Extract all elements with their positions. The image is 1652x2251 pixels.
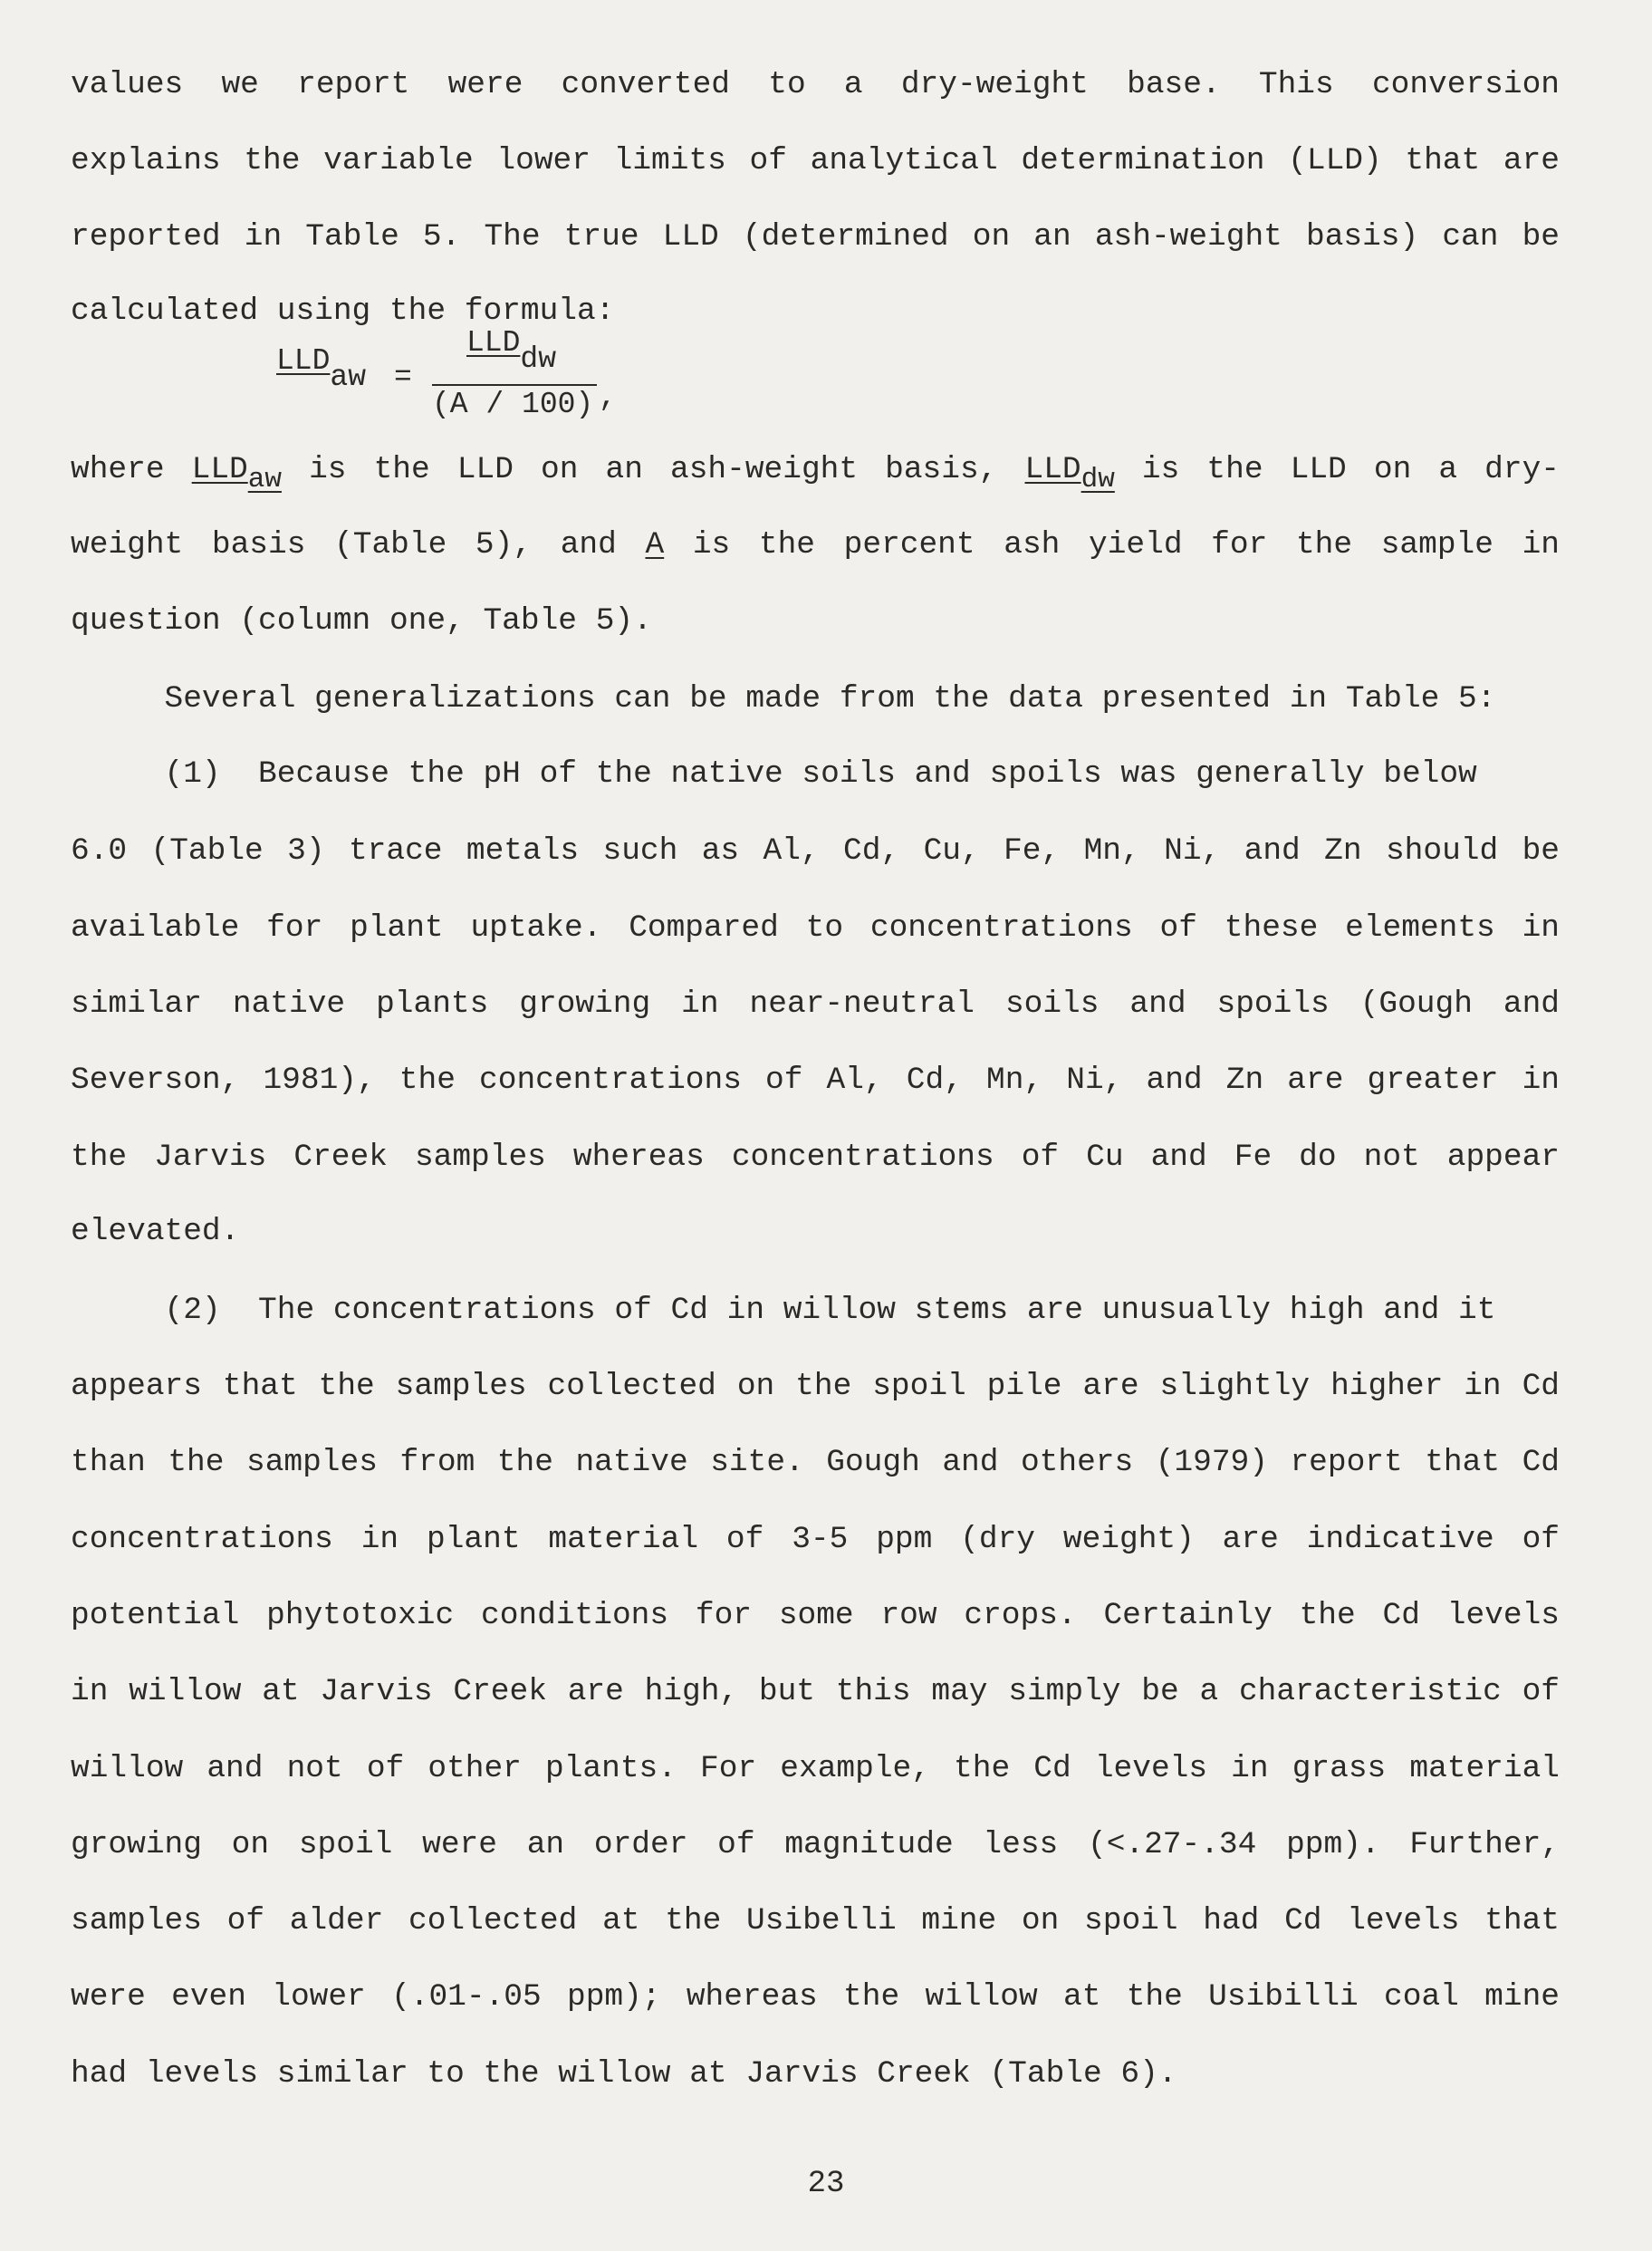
- lld-formula: [276, 326, 639, 426]
- text-line: 6.0 (Table 3) trace metals such as Al, Cd, Cu, Fe, Mn, Ni, and Zn should be: [71, 833, 1560, 869]
- text-line: explains the variable lower limits of analytical determination (LLD) that are: [71, 143, 1560, 178]
- text-line: available for plant uptake. Compared to concentrations of these elements in: [71, 910, 1560, 946]
- text-span: is the percent ash yield for the sample in: [664, 527, 1561, 563]
- text-line: calculated using the formula:: [71, 293, 615, 329]
- formula-numerator: [466, 326, 557, 376]
- formula-lhs: [276, 344, 367, 394]
- text-span: is the LLD on an ash-weight basis,: [281, 452, 1025, 487]
- variable-subscript: aw: [247, 464, 282, 495]
- text-line: concentrations in plant material of 3-5 ppm (dry weight) are indicative of: [71, 1522, 1560, 1557]
- text-line: willow and not of other plants. For example, the Cd levels in grass material: [71, 1751, 1560, 1786]
- page-number: 23: [807, 2167, 845, 2201]
- text-line: had levels similar to the willow at Jarvis Creek (Table 6).: [71, 2056, 1177, 2092]
- text-line: (1) Because the pH of the native soils and spoils was generally below: [71, 756, 1477, 792]
- formula-numerator-subscript: dw: [520, 342, 557, 376]
- text-line: [71, 525, 1560, 565]
- formula-lhs-subscript: aw: [330, 361, 367, 394]
- variable-lld: LLD: [1024, 452, 1081, 487]
- text-line: than the samples from the native site. Gough and others (1979) report that Cd: [71, 1445, 1560, 1480]
- formula-equals: =: [394, 361, 412, 394]
- text-line: [71, 450, 1560, 495]
- variable-a: A: [645, 527, 665, 563]
- text-line: values we report were converted to a dry-weight base. This conversion: [71, 67, 1560, 102]
- text-line: Several generalizations can be made from the data presented in Table 5:: [71, 681, 1496, 717]
- text-line: were even lower (.01-.05 ppm); whereas the willow at the Usibilli coal mine: [71, 1979, 1560, 2015]
- formula-comma: ,: [599, 380, 617, 414]
- text-span: where: [71, 452, 192, 487]
- text-line: in willow at Jarvis Creek are high, but this may simply be a characteristic of: [71, 1674, 1560, 1709]
- text-span: weight basis (Table 5), and: [71, 527, 646, 563]
- text-line: reported in Table 5. The true LLD (determined on an ash-weight basis) can be: [71, 219, 1560, 255]
- text-line: question (column one, Table 5).: [71, 603, 652, 639]
- text-line: growing on spoil were an order of magnitude less (<.27-.34 ppm). Further,: [71, 1827, 1560, 1862]
- formula-lhs-symbol: LLD: [276, 344, 331, 378]
- text-line: Severson, 1981), the concentrations of Al, Cd, Mn, Ni, and Zn are greater in: [71, 1063, 1560, 1098]
- formula-denominator: (A / 100): [432, 388, 594, 421]
- text-line: samples of alder collected at the Usibelli mine on spoil had Cd levels that: [71, 1903, 1560, 1938]
- variable-subscript: dw: [1081, 464, 1115, 495]
- fraction-bar: [432, 384, 597, 386]
- text-line: appears that the samples collected on the spoil pile are slightly higher in Cd: [71, 1369, 1560, 1404]
- text-span: is the LLD on a dry-: [1114, 452, 1560, 487]
- text-line: elevated.: [71, 1214, 240, 1249]
- text-line: potential phytotoxic conditions for some row crops. Certainly the Cd levels: [71, 1598, 1560, 1633]
- text-line: (2) The concentrations of Cd in willow stems are unusually high and it: [71, 1293, 1496, 1328]
- formula-numerator-symbol: LLD: [466, 326, 521, 360]
- variable-lld: LLD: [191, 452, 248, 487]
- text-line: similar native plants growing in near-neutral soils and spoils (Gough and: [71, 986, 1560, 1022]
- text-line: the Jarvis Creek samples whereas concentrations of Cu and Fe do not appear: [71, 1140, 1560, 1175]
